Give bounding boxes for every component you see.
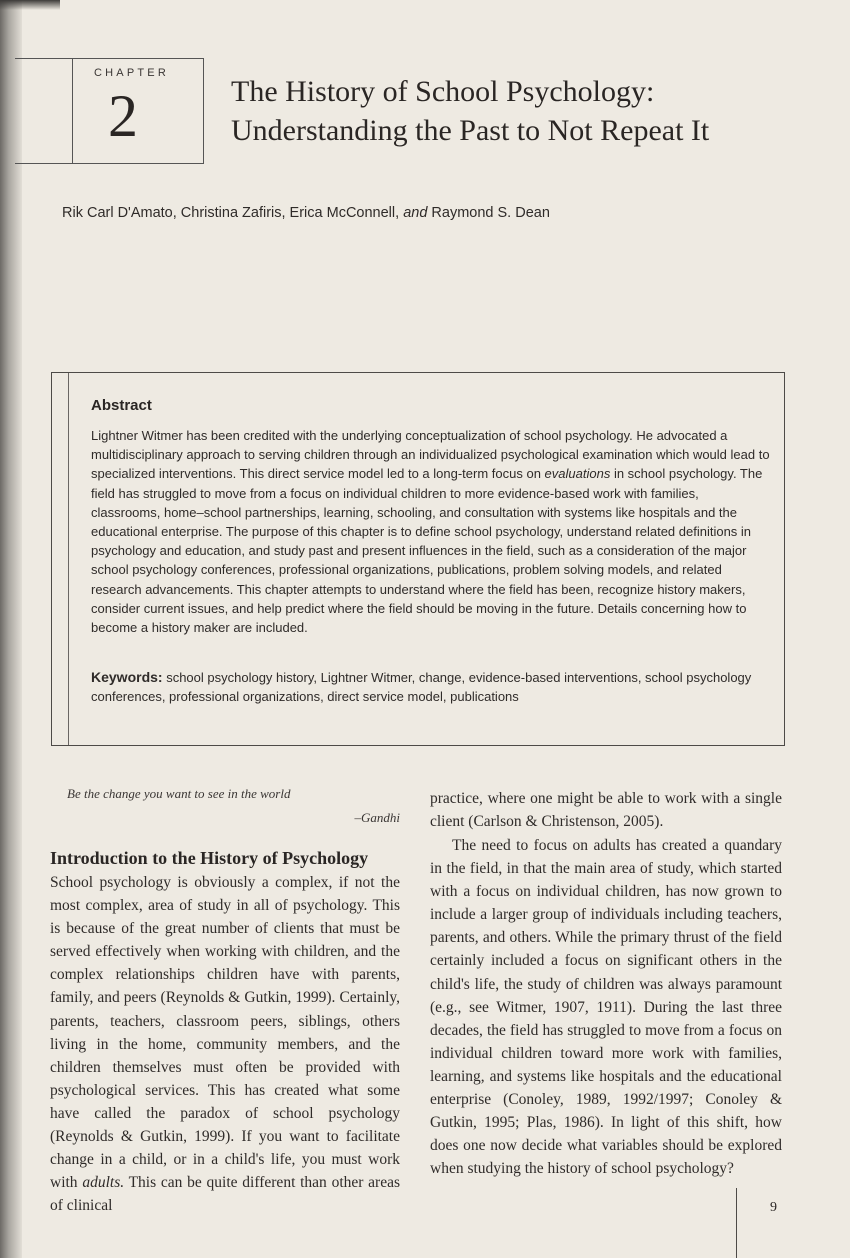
- authors-conjunction: and: [403, 205, 428, 221]
- body-left-column: [50, 871, 400, 1217]
- binding-shadow: [0, 0, 22, 1258]
- abstract-text-part-2: in school psychology. The field has struggled to move from a focus on individual children to more evidence-based work with families, classrooms, home–school partnerships, learning, schooling, and consultation with systems like hospitals and the educational enterprise. The purpose of this chapter is to define school psychology, understand related definitions in psychology and education, and study past and present influences in the field, such as a consideration of the major school psychology conferences, professional organizations, publications, problem solving models, and related research advancements. This chapter attempts to understand where the field has been, recognize history makers, consider current issues, and help predict where the field should be moving in the future. Details concerning how to become a history maker are included.: [91, 466, 763, 636]
- chapter-box-divider: [72, 59, 73, 163]
- abstract-text-emphasis: evaluations: [544, 466, 611, 482]
- chapter-title-line-2: Understanding the Past to Not Repeat It: [231, 114, 710, 147]
- epigraph-quote: Be the change you want to see in the world: [67, 786, 291, 801]
- epigraph-author: –Gandhi: [354, 810, 400, 825]
- left-para-part-1: School psychology is obviously a complex, if not the most complex, area of study in all of psychology. This is because of the great number of clients that must be served effectively when working with children, and the complex relationships children have with parents, family, and peers (Reynolds & Gutkin, 1999). Certainly, parents, teachers, classroom peers, siblings, others living in the home, community members, and the children themselves must often be provided with psychological services. This has created what some have called the paradox of school psychology (Reynolds & Gutkin, 1999). If you want to facilitate change in a child, or in a child's life, you must work with: [50, 874, 400, 1192]
- authors-names-2: Raymond S. Dean: [431, 205, 550, 221]
- chapter-number: 2: [108, 83, 138, 149]
- abstract-text: [91, 426, 771, 637]
- top-corner-shadow: [0, 0, 60, 10]
- abstract-heading: Abstract: [91, 397, 152, 414]
- page-number: 9: [770, 1200, 777, 1215]
- section-heading: Introduction to the History of Psychology: [50, 848, 369, 868]
- abstract-box-rule: [68, 373, 69, 745]
- body-right-para-2: The need to focus on adults has created a quandary in the field, in that the main area of study, which started with a focus on individual children, has now grown to include a larger group of individuals including teachers, parents, and others. While the primary thrust of the field certainly included a focus on significant others in the child's life, the study of children was always paramount (e.g., see Witmer, 1907, 1911). During the last three decades, the field has struggled to move from a focus on individual children toward more work with families, learning, and systems like hospitals and the educational enterprise (Conoley, 1989, 1992/1997; Conoley & Gutkin, 1995; Plas, 1986). In light of this shift, how does one now decide what variables should be explored when studying the history of school psychology?: [430, 837, 782, 1178]
- chapter-title: [231, 72, 831, 150]
- author-list: [62, 205, 822, 221]
- authors-names-1: Rik Carl D'Amato, Christina Zafiris, Erica McConnell,: [62, 205, 400, 221]
- abstract-text-part-1: Lightner Witmer has been credited with the underlying conceptualization of school psychology. He advocated a multidisciplinary approach to serving children through an individualized psychological examination which would lead to specialized interventions. This direct service model led to a long-term focus on: [91, 428, 770, 482]
- body-right-para-1: practice, where one might be able to work with a single client (Carlson & Christenson, 2005).: [430, 790, 782, 831]
- left-para-emphasis: adults.: [82, 1174, 125, 1192]
- keywords-label: Keywords:: [91, 669, 163, 685]
- left-para-part-2: This can be quite different than other areas of clinical: [50, 1174, 400, 1215]
- keywords-text: school psychology history, Lightner Witmer, change, evidence-based interventions, school psychology conferences, professional organizations, direct service model, publications: [91, 670, 752, 705]
- page-number-rule: [736, 1188, 737, 1258]
- chapter-title-line-1: The History of School Psychology:: [231, 75, 655, 108]
- keywords: [91, 668, 771, 706]
- chapter-label: CHAPTER: [94, 67, 169, 79]
